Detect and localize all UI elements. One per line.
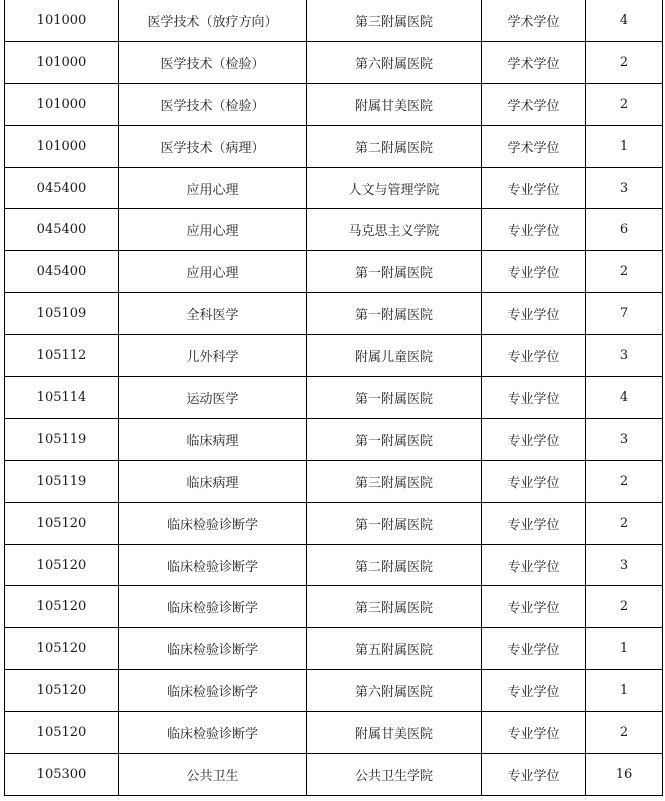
table-row [5,125,663,167]
college-cell: 马克思主义学院 [307,209,482,251]
major-cell: 临床检验诊断学 [119,628,307,670]
code-cell: 105120 [5,712,119,754]
count-cell: 6 [586,209,663,251]
table-row [5,712,663,754]
count-cell: 7 [586,293,663,335]
code-cell: 045400 [5,251,119,293]
code-cell: 105120 [5,502,119,544]
major-cell: 医学技术（放疗方向） [119,0,307,41]
count-cell: 4 [586,377,663,419]
table-row [5,335,663,377]
degree-cell: 专业学位 [482,586,586,628]
major-cell: 临床检验诊断学 [119,586,307,628]
degree-cell: 专业学位 [482,460,586,502]
degree-cell: 专业学位 [482,544,586,586]
code-cell: 105300 [5,754,119,796]
code-cell: 105112 [5,335,119,377]
major-cell: 运动医学 [119,377,307,419]
code-cell: 105120 [5,586,119,628]
major-cell: 临床病理 [119,460,307,502]
degree-cell: 专业学位 [482,335,586,377]
count-cell: 3 [586,544,663,586]
code-cell: 101000 [5,41,119,83]
college-cell: 第一附属医院 [307,251,482,293]
degree-cell: 专业学位 [482,502,586,544]
degree-cell: 学术学位 [482,125,586,167]
major-cell: 公共卫生 [119,754,307,796]
college-cell: 附属儿童医院 [307,335,482,377]
major-cell: 临床检验诊断学 [119,502,307,544]
table-row [5,167,663,209]
count-cell: 2 [586,41,663,83]
college-cell: 第二附属医院 [307,125,482,167]
degree-cell: 专业学位 [482,418,586,460]
code-cell: 105114 [5,377,119,419]
table-row [5,418,663,460]
count-cell: 3 [586,335,663,377]
degree-cell: 专业学位 [482,628,586,670]
degree-cell: 专业学位 [482,670,586,712]
college-cell: 附属甘美医院 [307,83,482,125]
code-cell: 105120 [5,670,119,712]
count-cell: 16 [586,754,663,796]
table-row [5,251,663,293]
college-cell: 第一附属医院 [307,377,482,419]
code-cell: 105119 [5,460,119,502]
degree-cell: 专业学位 [482,712,586,754]
degree-cell: 专业学位 [482,251,586,293]
degree-cell: 专业学位 [482,754,586,796]
table-row [5,41,663,83]
major-cell: 临床病理 [119,418,307,460]
code-cell: 105119 [5,418,119,460]
table-row [5,293,663,335]
degree-cell: 学术学位 [482,0,586,41]
college-cell: 第一附属医院 [307,502,482,544]
degree-cell: 专业学位 [482,167,586,209]
count-cell: 2 [586,586,663,628]
code-cell: 101000 [5,0,119,41]
table-row [5,502,663,544]
major-cell: 儿外科学 [119,335,307,377]
table-row [5,0,663,41]
code-cell: 105120 [5,628,119,670]
count-cell: 2 [586,251,663,293]
table-row [5,754,663,796]
college-cell: 第二附属医院 [307,544,482,586]
count-cell: 1 [586,628,663,670]
enrollment-table [4,0,663,796]
enrollment-table-container [4,0,662,796]
college-cell: 第三附属医院 [307,586,482,628]
table-row [5,544,663,586]
major-cell: 应用心理 [119,209,307,251]
table-body [5,0,663,795]
table-row [5,670,663,712]
major-cell: 临床检验诊断学 [119,670,307,712]
college-cell: 第六附属医院 [307,670,482,712]
code-cell: 105120 [5,544,119,586]
code-cell: 101000 [5,83,119,125]
table-row [5,377,663,419]
college-cell: 第三附属医院 [307,460,482,502]
college-cell: 第一附属医院 [307,293,482,335]
major-cell: 医学技术（病理） [119,125,307,167]
college-cell: 第六附属医院 [307,41,482,83]
major-cell: 临床检验诊断学 [119,712,307,754]
major-cell: 医学技术（检验） [119,41,307,83]
table-row [5,83,663,125]
table-row [5,209,663,251]
college-cell: 第一附属医院 [307,418,482,460]
count-cell: 2 [586,83,663,125]
code-cell: 105109 [5,293,119,335]
degree-cell: 专业学位 [482,293,586,335]
code-cell: 045400 [5,167,119,209]
count-cell: 3 [586,167,663,209]
college-cell: 附属甘美医院 [307,712,482,754]
degree-cell: 专业学位 [482,377,586,419]
degree-cell: 专业学位 [482,209,586,251]
count-cell: 2 [586,502,663,544]
count-cell: 1 [586,125,663,167]
major-cell: 医学技术（检验） [119,83,307,125]
major-cell: 临床检验诊断学 [119,544,307,586]
major-cell: 应用心理 [119,251,307,293]
table-row [5,628,663,670]
count-cell: 4 [586,0,663,41]
major-cell: 应用心理 [119,167,307,209]
code-cell: 045400 [5,209,119,251]
count-cell: 1 [586,670,663,712]
count-cell: 2 [586,460,663,502]
table-row [5,586,663,628]
major-cell: 全科医学 [119,293,307,335]
code-cell: 101000 [5,125,119,167]
table-row [5,460,663,502]
degree-cell: 学术学位 [482,41,586,83]
college-cell: 第三附属医院 [307,0,482,41]
college-cell: 公共卫生学院 [307,754,482,796]
count-cell: 3 [586,418,663,460]
college-cell: 人文与管理学院 [307,167,482,209]
degree-cell: 学术学位 [482,83,586,125]
count-cell: 2 [586,712,663,754]
college-cell: 第五附属医院 [307,628,482,670]
